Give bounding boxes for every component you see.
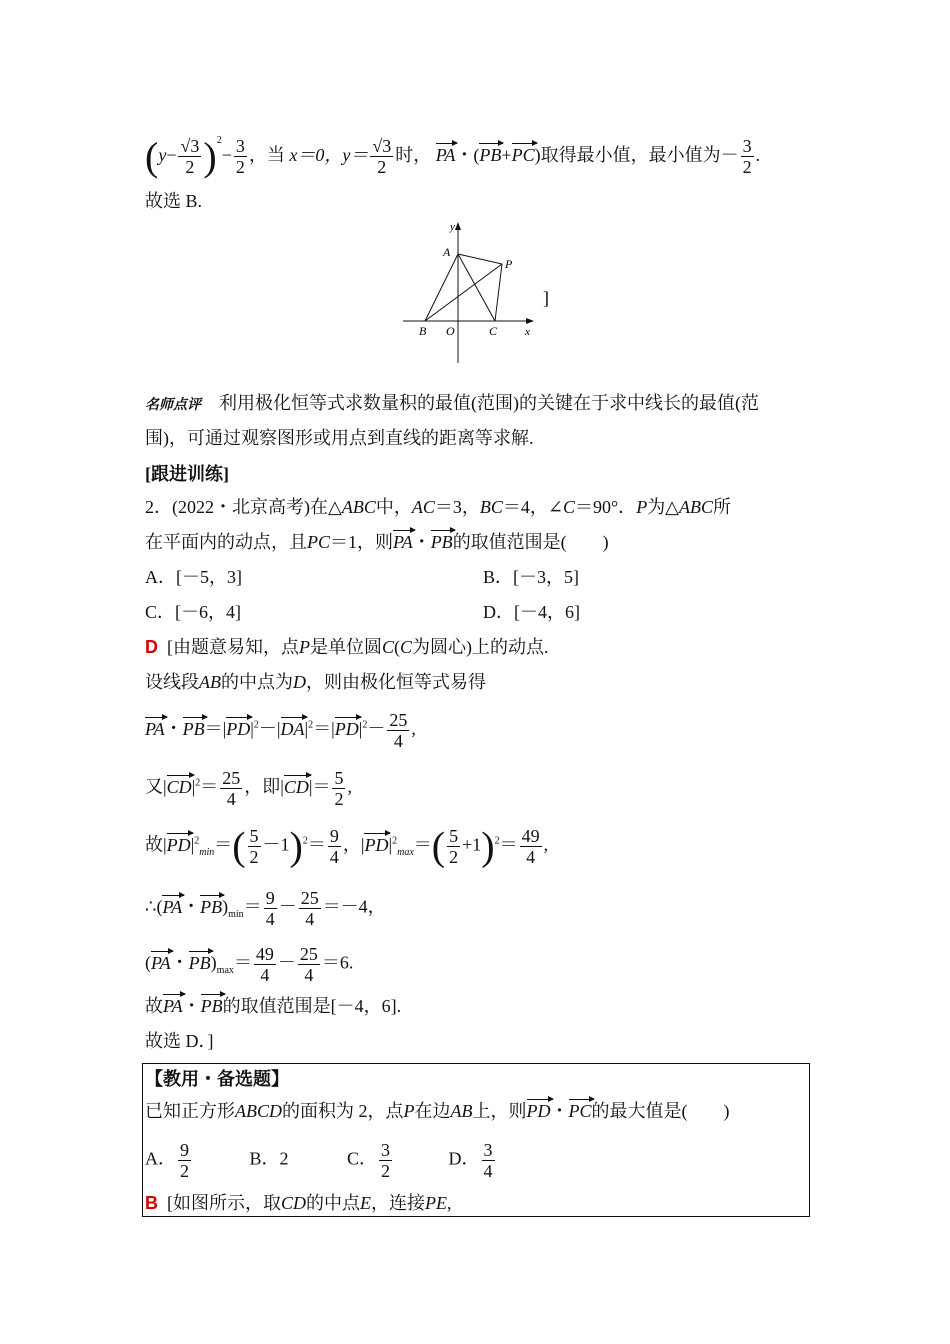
answer-letter: D [145, 637, 158, 657]
box-answer: B [如图所示，取CD的中点E，连接PE, [145, 1193, 452, 1213]
problem2-line2: 在平面内的动点，且PC＝1，则PA・PB的取值范围是( ) [145, 529, 609, 555]
answer-range: 故PA・PB的取值范围是[－4，6]. [145, 993, 401, 1019]
commentary-badge: 名师点评 [145, 396, 201, 412]
answer-line-1: D [由题意易知，点P是单位圆C(C为圆心)上的动点. [145, 637, 549, 657]
label-P: P [505, 257, 513, 271]
label-B: B [419, 324, 427, 338]
choose-b-text: 故选 B. [145, 191, 203, 211]
seg-AC [458, 254, 495, 321]
answer-eq-4: ∴(PA・$PB)_{min}=$ $\frac{9}{4}$ － $\frac{25}{4}$ ＝－4， [145, 888, 386, 929]
option-d: D．[－4，6] [483, 602, 580, 622]
geometry-figure [395, 218, 570, 368]
box-question: 已知正方形ABCD的面积为 2，点P在边AB上，则PD・PC的最大值是( ) [145, 1098, 730, 1124]
commentary-line-2: 围)，可通过观察图形或用点到直线的距离等求解. [145, 428, 534, 448]
section-heading: [跟进训练] [145, 464, 229, 484]
answer-end: 故选 D．] [145, 1031, 214, 1051]
problem2-line1: 2．(2022・北京高考)在△ABC中，AC＝3，BC＝4，∠C＝90°．P为△ABC所 [145, 497, 732, 517]
answer-eq-5: (PA・$PB)_{max}=$ $\frac{49}{4}$ － $\frac{25}{4}$ ＝6. [145, 944, 354, 985]
label-C: C [489, 324, 498, 338]
label-y: y [450, 221, 455, 233]
answer-eq-2: 又$|CD|^2=$ $\frac{25}{4}$ ，即|CD|＝ $\frac{5}{2}$ , [145, 768, 352, 809]
box-options: A． $\frac{9}{2}$ B．2 C． $\frac{3}{2}$ D． $\frac{3}{4}$ [145, 1140, 493, 1181]
label-O: O [446, 324, 455, 338]
seg-PC [495, 264, 502, 321]
y-arrow [455, 222, 461, 230]
answer-line-2: 设线段AB的中点为D，则由极化恒等式易得 [145, 672, 486, 692]
label-x: x [525, 326, 530, 338]
formula-line-1: (y− $\frac{√3}{2}$ )$^2$− $\frac{3}{2}$ ，当 x＝0，y＝ $\frac{√3}{2}$ 时， PA・(PB+PC)取得最小值，最小值为－ $\frac{3}{2}$ . [145, 133, 761, 179]
seg-BA [425, 254, 458, 321]
x-arrow [526, 318, 534, 324]
commentary-line-1: 名师点评 利用极化恒等式求数量积的最值(范围)的关键在于求中线长的最值(范 [145, 393, 759, 413]
label-A: A [443, 245, 451, 259]
answer-eq-3: 故$|PD|^2_{min}=$( $\frac{5}{2}$ －1)$^2$＝ $\frac{9}{4}$ ，$|PD|^2_{max}=$( $\frac{5}{2}$ +1)$^2$＝ $\frac{49}{4}$ , [145, 823, 549, 869]
option-a: A．[－5，3] [145, 567, 242, 587]
answer-eq-1: PA・$PB=|PD|^2-|DA|^2=|PD|^2-$ $\frac{25}{4}$ , [145, 710, 416, 751]
seg-AP [458, 254, 502, 264]
option-c: C．[－6，4] [145, 602, 241, 622]
option-b: B．[－3，5] [483, 567, 579, 587]
bracket: ] [543, 288, 549, 308]
box-title: 【教用・备选题】 [145, 1069, 289, 1089]
